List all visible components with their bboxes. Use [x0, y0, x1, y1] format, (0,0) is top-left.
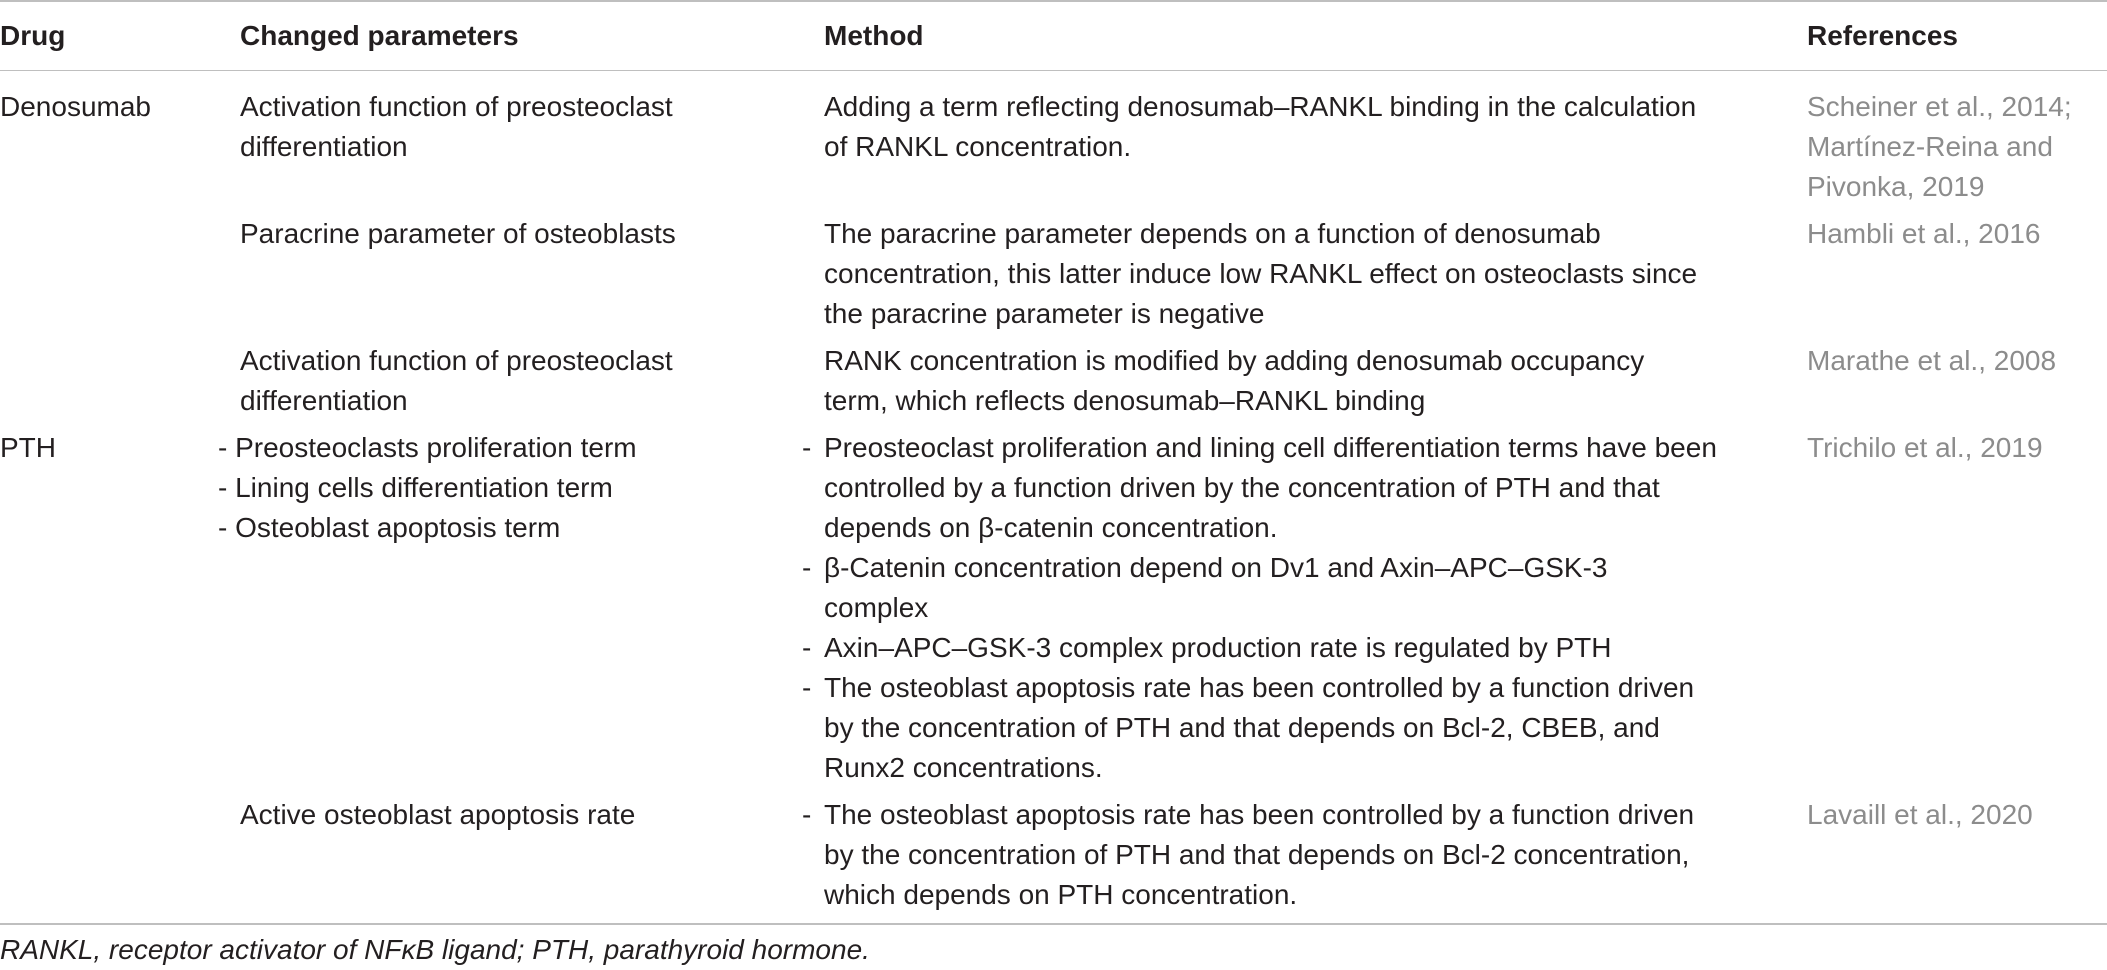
method-line: term, which reflects denosumab–RANKL binding	[824, 385, 1426, 416]
method-line: which depends on PTH concentration.	[824, 879, 1298, 910]
header-method: Method	[824, 20, 924, 51]
param-line: Paracrine parameter of osteoblasts	[240, 218, 676, 249]
reference-line: Hambli et al., 2016	[1807, 218, 2041, 249]
bullet-marker: -	[802, 432, 812, 463]
method-line: concentration, this latter induce low RANKL effect on osteoclasts since	[824, 258, 1698, 289]
method-line: The paracrine parameter depends on a function of denosumab	[824, 218, 1601, 249]
method-line: Axin–APC–GSK-3 complex production rate is regulated by PTH	[824, 632, 1612, 663]
reference-line: Martínez-Reina and	[1807, 131, 2053, 162]
table-footnote: RANKL, receptor activator of NFκB ligand; PTH, parathyroid hormone.	[0, 934, 870, 965]
bullet-marker: -	[802, 552, 812, 583]
method-line: controlled by a function driven by the concentration of PTH and that	[824, 472, 1660, 503]
method-line: by the concentration of PTH and that depends on Bcl-2 concentration,	[824, 839, 1690, 870]
param-line: differentiation	[240, 385, 408, 416]
top-rule	[0, 0, 2107, 2]
param-line: - Preosteoclasts proliferation term	[218, 432, 637, 463]
bullet-marker: -	[802, 799, 812, 830]
method-line: Runx2 concentrations.	[824, 752, 1103, 783]
bullet-marker: -	[802, 632, 812, 663]
reference-line: Scheiner et al., 2014;	[1807, 91, 2072, 122]
drug-cell: Denosumab	[0, 91, 151, 122]
method-line: complex	[824, 592, 929, 623]
method-line: RANK concentration is modified by adding denosumab occupancy	[824, 345, 1645, 376]
drug-cell: PTH	[0, 432, 56, 463]
param-line: Activation function of preosteoclast	[240, 345, 673, 376]
param-line: - Lining cells differentiation term	[218, 472, 613, 503]
param-line: Active osteoblast apoptosis rate	[240, 799, 636, 830]
method-line: β-Catenin concentration depend on Dv1 and Axin–APC–GSK-3	[824, 552, 1608, 583]
header-changed-parameters: Changed parameters	[240, 20, 519, 51]
bottom-rule	[0, 923, 2107, 925]
method-line: depends on β-catenin concentration.	[824, 512, 1278, 543]
header-references: References	[1807, 20, 1958, 51]
header-drug: Drug	[0, 20, 66, 51]
reference-line: Trichilo et al., 2019	[1807, 432, 2043, 463]
param-line: Activation function of preosteoclast	[240, 91, 673, 122]
method-line: The osteoblast apoptosis rate has been controlled by a function driven	[824, 672, 1695, 703]
method-line: Preosteoclast proliferation and lining cell differentiation terms have been	[824, 432, 1717, 463]
method-line: The osteoblast apoptosis rate has been controlled by a function driven	[824, 799, 1695, 830]
param-line: - Osteoblast apoptosis term	[218, 512, 561, 543]
method-line: of RANKL concentration.	[824, 131, 1132, 162]
header-rule	[0, 70, 2107, 71]
method-line: Adding a term reflecting denosumab–RANKL binding in the calculation	[824, 91, 1697, 122]
reference-line: Lavaill et al., 2020	[1807, 799, 2033, 830]
reference-line: Pivonka, 2019	[1807, 171, 1985, 202]
bullet-marker: -	[802, 672, 812, 703]
method-line: by the concentration of PTH and that depends on Bcl-2, CBEB, and	[824, 712, 1660, 743]
method-line: the paracrine parameter is negative	[824, 298, 1265, 329]
param-line: differentiation	[240, 131, 408, 162]
reference-line: Marathe et al., 2008	[1807, 345, 2057, 376]
